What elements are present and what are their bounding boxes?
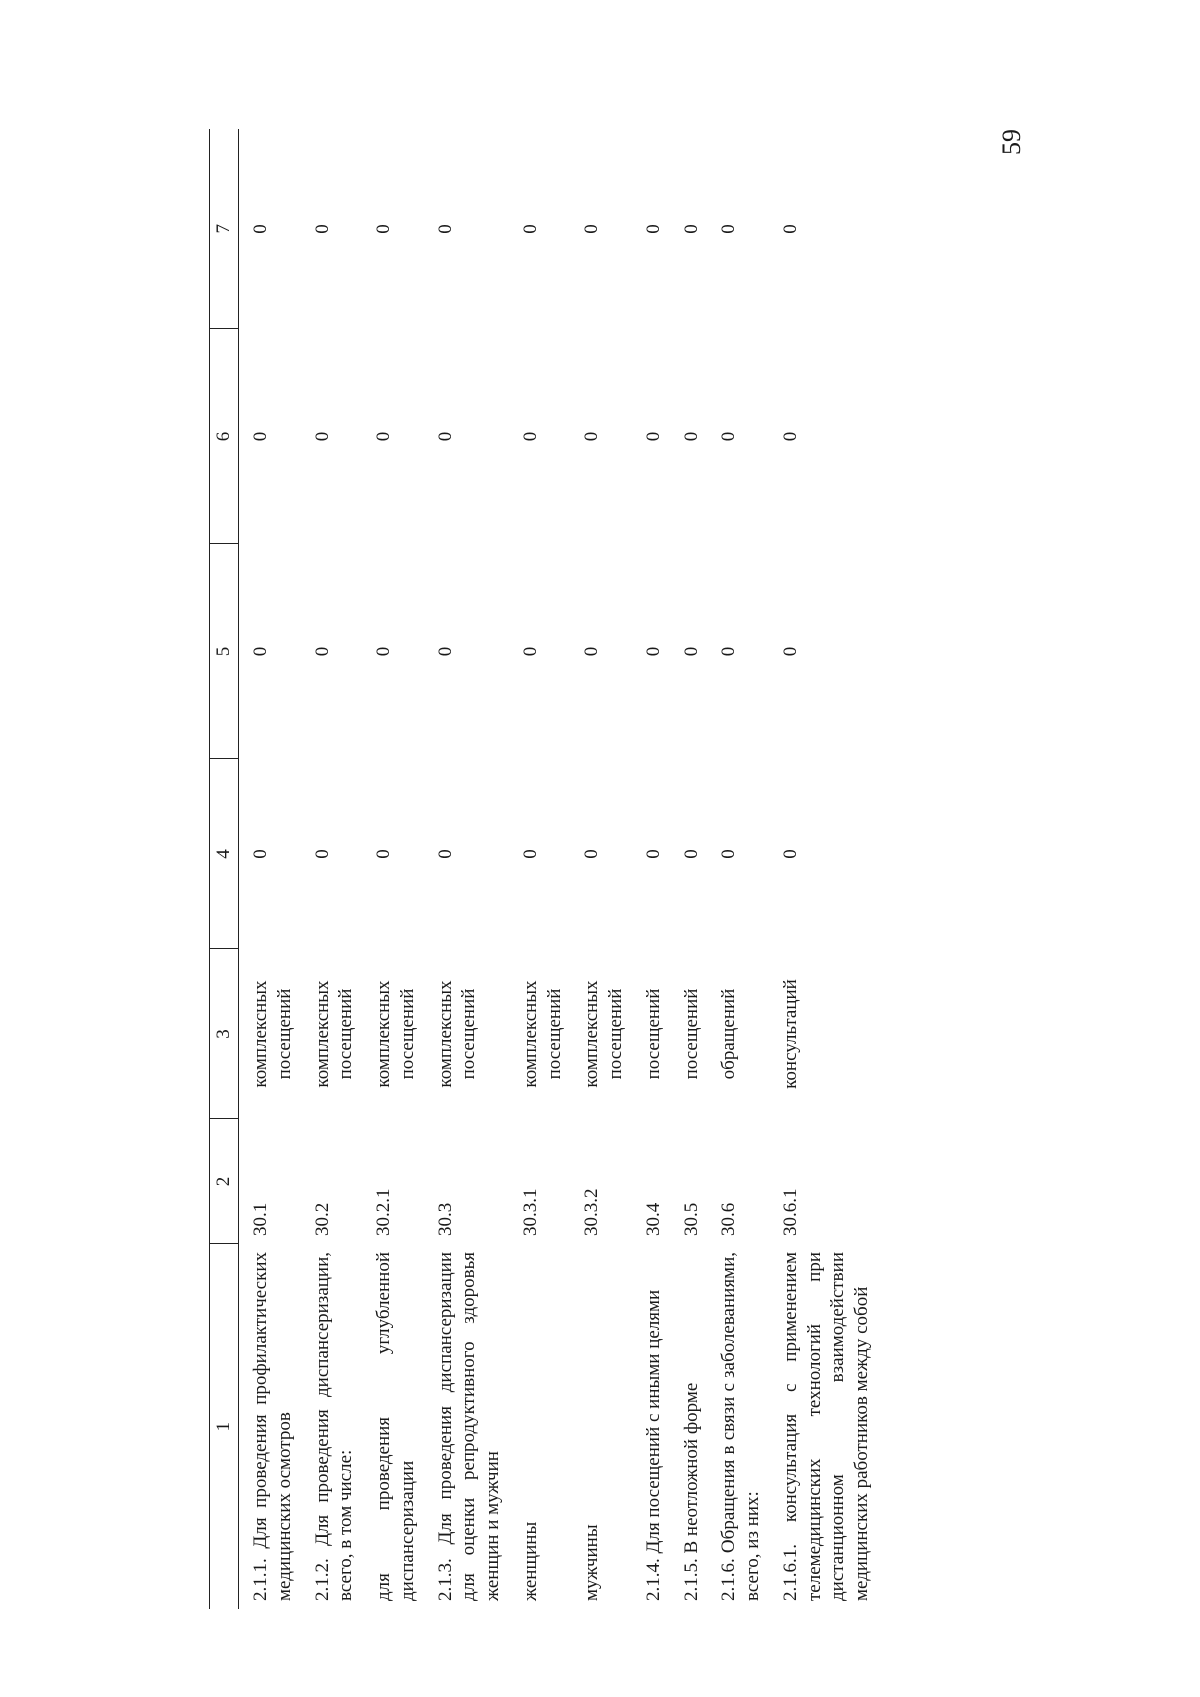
table-row [362,129,424,1609]
row-name: 2.1.5. В неотложной форме [680,1382,702,1601]
table-row [424,129,509,1609]
row-value: 0 [581,849,603,859]
row-code: 30.2 [311,1202,333,1236]
row-name: 2.1.6. Обращения в связи с заболеваниями, всего, из них: [718,1252,763,1601]
table-row [670,129,708,1609]
header-row [210,129,239,1609]
row-name: для проведения углубленной диспансеризации [373,1252,418,1601]
row-value: 0 [311,431,333,442]
row-value: 0 [373,646,394,657]
row-code: 30.6.1 [779,1188,801,1236]
row-value: 0 [642,849,664,859]
row-value: 0 [311,849,333,859]
table-row [632,129,670,1609]
row-value: 0 [434,224,456,234]
row-value: 0 [581,646,603,657]
row-value: 0 [311,646,333,657]
table-row [301,129,363,1609]
row-value: 0 [519,646,541,657]
col-header-7: 7 [210,129,239,329]
row-value: 0 [581,431,603,442]
row-code: 30.1 [250,1202,271,1236]
row-value: 0 [519,431,541,442]
col-header-2: 2 [210,1119,239,1244]
row-value: 0 [250,224,271,234]
row-name: мужчины [581,1524,603,1601]
rotated-table-container [209,129,929,1609]
row-name: 2.1.3. Для проведения диспансеризации для оценки репродуктивного здоровья женщин и мужчин [434,1252,503,1601]
row-code: 30.6 [718,1202,740,1236]
row-value: 0 [718,849,740,859]
row-unit: комплексных посещений [581,980,626,1088]
col-header-6: 6 [210,329,239,544]
row-code: 30.3.1 [519,1188,541,1236]
row-value: 0 [250,849,271,859]
table-row [769,129,878,1609]
row-code: 30.5 [680,1202,702,1236]
row-value: 0 [680,849,702,859]
row-value: 0 [434,431,456,442]
table-row [239,129,301,1609]
col-header-1: 1 [210,1244,239,1609]
row-unit: комплексных посещений [311,980,357,1088]
row-value: 0 [718,646,740,657]
row-name: 2.1.2. Для проведения диспансеризации, всего, в том числе: [311,1252,357,1601]
row-unit: комплексных посещений [373,980,418,1088]
row-value: 0 [373,431,394,442]
col-header-5: 5 [210,544,239,759]
table-row [707,129,769,1609]
row-value: 0 [642,431,664,442]
row-value: 0 [642,646,664,657]
row-value: 0 [779,849,801,859]
row-value: 0 [642,224,664,234]
row-value: 0 [779,646,801,657]
row-unit: консультаций [779,979,801,1089]
row-name: женщины [519,1521,541,1601]
row-value: 0 [519,849,541,859]
row-code: 30.3 [434,1202,456,1236]
row-code: 30.3.2 [581,1188,603,1236]
row-value: 0 [311,224,333,234]
row-value: 0 [519,224,541,234]
row-value: 0 [779,431,801,442]
row-unit: посещений [642,988,664,1080]
row-value: 0 [680,224,702,234]
row-value: 0 [250,431,271,442]
row-value: 0 [250,646,271,657]
row-value: 0 [779,224,801,234]
col-header-3: 3 [210,949,239,1119]
row-code: 30.4 [642,1202,664,1236]
row-unit: комплексных посещений [519,980,565,1088]
col-header-4: 4 [210,759,239,949]
row-value: 0 [373,849,394,859]
data-table [209,129,878,1609]
row-code: 30.2.1 [373,1188,394,1236]
table-row [570,129,632,1609]
row-unit: комплексных посещений [434,980,480,1088]
row-name: 2.1.4. Для посещений с иными целями [642,1289,664,1601]
row-value: 0 [434,849,456,859]
row-value: 0 [373,224,394,234]
row-value: 0 [680,646,702,657]
row-unit: комплексных посещений [250,980,295,1088]
row-value: 0 [718,224,740,234]
row-name: 2.1.1. Для проведения профилактических медицинских осмотров [250,1252,295,1601]
row-unit: посещений [680,988,702,1080]
row-name: 2.1.6.1. консультация с применением телемедицинских технологий при дистанционном взаимодействии медицинских работников между собой [779,1252,872,1601]
table-row [509,129,571,1609]
page-number: 59 [997,129,1026,155]
row-value: 0 [581,224,603,234]
row-unit: обращений [718,988,740,1080]
row-value: 0 [434,646,456,657]
row-value: 0 [718,431,740,442]
row-value: 0 [680,431,702,442]
